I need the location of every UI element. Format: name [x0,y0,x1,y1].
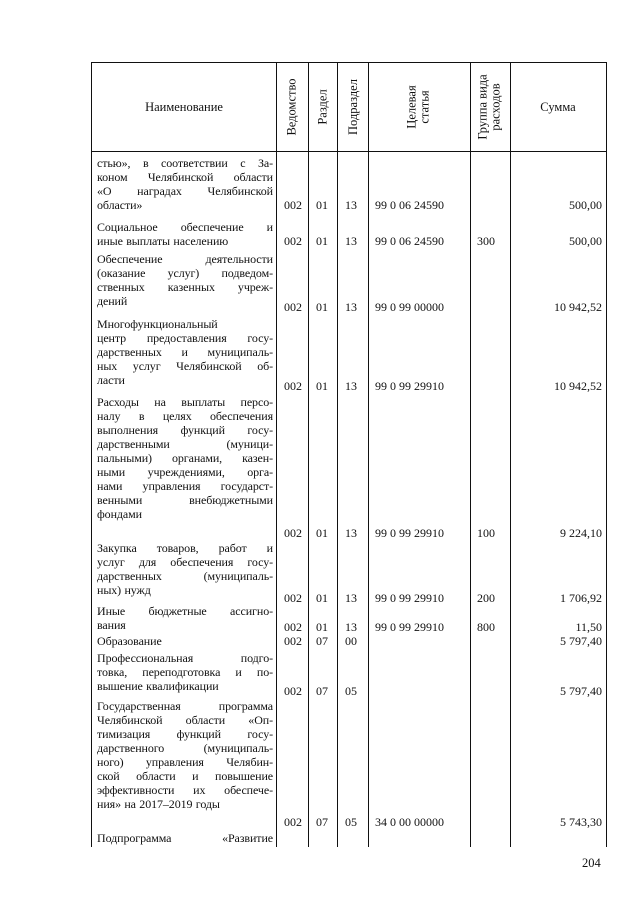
name-line: ния» на 2017–2019 годы [97,797,220,811]
row-name [97,220,273,248]
name-line: стью», в соответствии с За- [97,156,273,170]
header-gruppa-line1: Группа вида [476,74,491,140]
celevaya-cell: 99 0 06 24590 [375,198,444,212]
col-divider [276,63,277,847]
header-gruppa-label [477,74,503,139]
podrazdel-cell: 05 [345,684,357,698]
name-line: дарственными (муници- [97,437,273,451]
name-line: ного) управления Челябин- [97,755,273,769]
header-name [92,63,276,151]
podrazdel-cell: 13 [345,300,357,314]
gruppa-cell: 100 [477,526,495,540]
header-name-label: Наименование [145,100,223,114]
vedomstvo-cell: 002 [284,379,302,393]
page-number: 204 [582,856,601,870]
header-celevaya-line2: статья [418,90,432,124]
header-podrazdel [337,63,368,151]
vedomstvo-cell: 002 [284,234,302,248]
row-name [97,651,273,693]
name-line: выполнения функций госу- [97,423,273,437]
row-name [97,604,273,632]
name-line: коном Челябинской области [97,170,273,184]
summa-cell: 10 942,52 [554,379,602,393]
podrazdel-cell: 05 [345,815,357,829]
header-razdel-label: Раздел [315,89,330,125]
header-vedomstvo-label: Ведомство [285,78,299,136]
razdel-cell: 01 [316,379,328,393]
name-line: Расходы на выплаты персо- [97,395,273,409]
razdel-cell: 01 [316,526,328,540]
summa-cell: 5 797,40 [560,684,602,698]
header-vedomstvo [276,63,308,151]
summa-cell: 10 942,52 [554,300,602,314]
name-line: ской области и повышение [97,769,273,783]
name-line: товка, переподготовка и по- [97,665,273,679]
name-line: фондами [97,507,142,521]
name-line: дений [97,294,128,308]
celevaya-cell: 99 0 99 00000 [375,300,444,314]
header-gruppa [470,63,510,151]
name-line: дарственного (муниципаль- [97,741,273,755]
name-line: нами управления государст- [97,479,273,493]
name-line: пальными) органами, казен- [97,451,273,465]
row-name [97,317,273,387]
header-celevaya [368,63,470,151]
name-line: ных) нужд [97,583,151,597]
name-line: эффективности их обеспече- [97,783,273,797]
name-line: Челябинской области «Оп- [97,713,273,727]
header-celevaya-line1: Целевая [405,85,419,129]
budget-table [91,62,607,847]
col-divider [470,63,471,847]
razdel-cell: 01 [316,591,328,605]
celevaya-cell: 99 0 99 29910 [375,591,444,605]
name-line: Образование [97,634,162,648]
podrazdel-cell: 13 [345,379,357,393]
name-line: дарственных (муниципаль- [97,569,273,583]
vedomstvo-cell: 002 [284,634,302,648]
name-line: ными учреждениями, орга- [97,465,273,479]
col-divider [510,63,511,847]
razdel-cell: 07 [316,815,328,829]
name-line: Обеспечение деятельности [97,252,273,266]
vedomstvo-cell: 002 [284,815,302,829]
summa-cell: 1 706,92 [560,591,602,605]
summa-cell: 11,50 [575,620,602,634]
name-line: дарственных и муниципаль- [97,345,273,359]
row-name [97,831,273,845]
name-line: венными внебюджетными [97,493,273,507]
name-line: вания [97,618,126,632]
vedomstvo-cell: 002 [284,591,302,605]
summa-cell: 5 797,40 [560,634,602,648]
razdel-cell: 07 [316,684,328,698]
row-name [97,699,273,811]
podrazdel-cell: 13 [345,591,357,605]
gruppa-cell: 800 [477,620,495,634]
podrazdel-cell: 13 [345,198,357,212]
col-divider [337,63,338,847]
razdel-cell: 01 [316,198,328,212]
gruppa-cell: 200 [477,591,495,605]
vedomstvo-cell: 002 [284,198,302,212]
name-line: «О наградах Челябинской [97,184,273,198]
vedomstvo-cell: 002 [284,300,302,314]
header-podrazdel-label: Подраздел [345,79,360,135]
row-name [97,252,273,308]
razdel-cell: 01 [316,620,328,634]
podrazdel-cell: 13 [345,234,357,248]
row-name [97,395,273,521]
header-gruppa-line2: расходов [489,83,504,131]
gruppa-cell: 300 [477,234,495,248]
celevaya-cell: 99 0 06 24590 [375,234,444,248]
name-line: области» [97,198,143,212]
header-divider [92,151,606,152]
header-celevaya-label [406,85,432,128]
name-line: Профессиональная подго- [97,651,273,665]
name-line: вышение квалификации [97,679,219,693]
summa-cell: 500,00 [569,198,602,212]
header-summa [510,63,606,151]
summa-cell: 9 224,10 [560,526,602,540]
col-divider [368,63,369,847]
vedomstvo-cell: 002 [284,620,302,634]
podrazdel-cell: 00 [345,634,357,648]
name-line: тимизация функций госу- [97,727,273,741]
razdel-cell: 01 [316,300,328,314]
razdel-cell: 07 [316,634,328,648]
row-name [97,634,273,648]
name-line: (оказание услуг) подведом- [97,266,273,280]
vedomstvo-cell: 002 [284,526,302,540]
name-line: Социальное обеспечение и [97,220,273,234]
summa-cell: 5 743,30 [560,815,602,829]
name-line: ственных казенных учреж- [97,280,273,294]
header-razdel [308,63,337,151]
celevaya-cell: 99 0 99 29910 [375,620,444,634]
name-line: Подпрограмма «Развитие [97,831,273,845]
col-divider [308,63,309,847]
name-line: ласти [97,373,125,387]
name-line: налу в целях обеспечения [97,409,273,423]
name-line: иные выплаты населению [97,234,229,248]
name-line: центр предоставления госу- [97,331,273,345]
name-line: Многофункциональный [97,317,218,331]
name-line: Закупка товаров, работ и [97,541,273,555]
razdel-cell: 01 [316,234,328,248]
summa-cell: 500,00 [569,234,602,248]
name-line: услуг для обеспечения госу- [97,555,273,569]
header-summa-label: Сумма [540,100,576,114]
name-line: Иные бюджетные ассигно- [97,604,273,618]
row-name [97,541,273,597]
celevaya-cell: 99 0 99 29910 [375,379,444,393]
row-name [97,156,273,212]
podrazdel-cell: 13 [345,620,357,634]
vedomstvo-cell: 002 [284,684,302,698]
name-line: ных услуг Челябинской об- [97,359,273,373]
celevaya-cell: 99 0 99 29910 [375,526,444,540]
podrazdel-cell: 13 [345,526,357,540]
name-line: Государственная программа [97,699,273,713]
celevaya-cell: 34 0 00 00000 [375,815,444,829]
